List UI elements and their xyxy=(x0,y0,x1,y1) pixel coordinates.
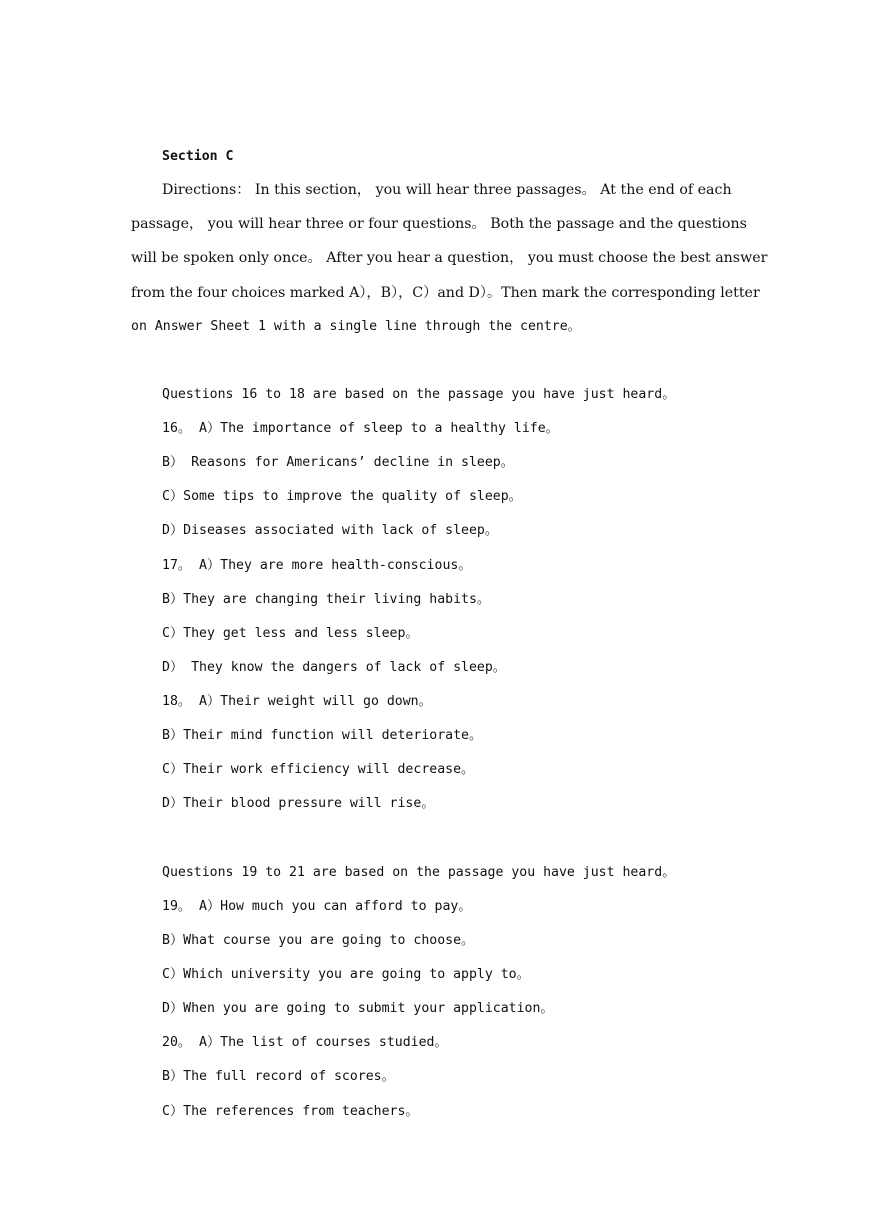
question-19-option-c: C）Which university you are going to apply to。 xyxy=(162,967,530,982)
directions-line-1: Directions： In this section， you will hear three passages。 At the end of each xyxy=(162,182,732,198)
question-17-option-b: B）They are changing their living habits。 xyxy=(162,592,491,607)
question-20-option-b: B）The full record of scores。 xyxy=(162,1069,395,1084)
question-16-option-a: 16。 A）The importance of sleep to a healthy life。 xyxy=(162,421,559,436)
question-20-option-c: C）The references from teachers。 xyxy=(162,1104,419,1119)
question-17-option-d: D） They know the dangers of lack of sleep。 xyxy=(162,660,506,675)
question-19-option-a: 19。 A）How much you can afford to pay。 xyxy=(162,899,472,914)
question-18-option-a: 18。 A）Their weight will go down。 xyxy=(162,694,432,709)
question-18-option-d: D）Their blood pressure will rise。 xyxy=(162,796,435,811)
question-17-option-c: C）They get less and less sleep。 xyxy=(162,626,419,641)
question-19-option-d: D）When you are going to submit your application。 xyxy=(162,1001,554,1016)
question-16-option-b: B） Reasons for Americans’ decline in sleep。 xyxy=(162,455,514,470)
question-20-option-a: 20。 A）The list of courses studied。 xyxy=(162,1035,448,1050)
question-19-option-b: B）What course you are going to choose。 xyxy=(162,933,475,948)
directions-line-4: from the four choices marked A），B），C）and D）。Then mark the corresponding letter xyxy=(131,285,760,301)
question-16-option-c: C）Some tips to improve the quality of sleep。 xyxy=(162,489,522,504)
directions-line-2: passage， you will hear three or four questions。 Both the passage and the questions xyxy=(131,216,747,232)
section-title: Section C xyxy=(162,149,234,164)
group-intro: Questions 19 to 21 are based on the passage you have just heard。 xyxy=(162,865,676,880)
question-18-option-c: C）Their work efficiency will decrease。 xyxy=(162,762,475,777)
question-17-option-a: 17。 A）They are more health-conscious。 xyxy=(162,558,472,573)
group-intro: Questions 16 to 18 are based on the passage you have just heard。 xyxy=(162,387,676,402)
question-18-option-b: B）Their mind function will deteriorate。 xyxy=(162,728,483,743)
question-16-option-d: D）Diseases associated with lack of sleep。 xyxy=(162,523,499,538)
directions-line-5: on Answer Sheet 1 with a single line through the centre。 xyxy=(131,319,581,334)
directions-line-3: will be spoken only once。 After you hear a question， you must choose the best answer xyxy=(131,250,768,266)
